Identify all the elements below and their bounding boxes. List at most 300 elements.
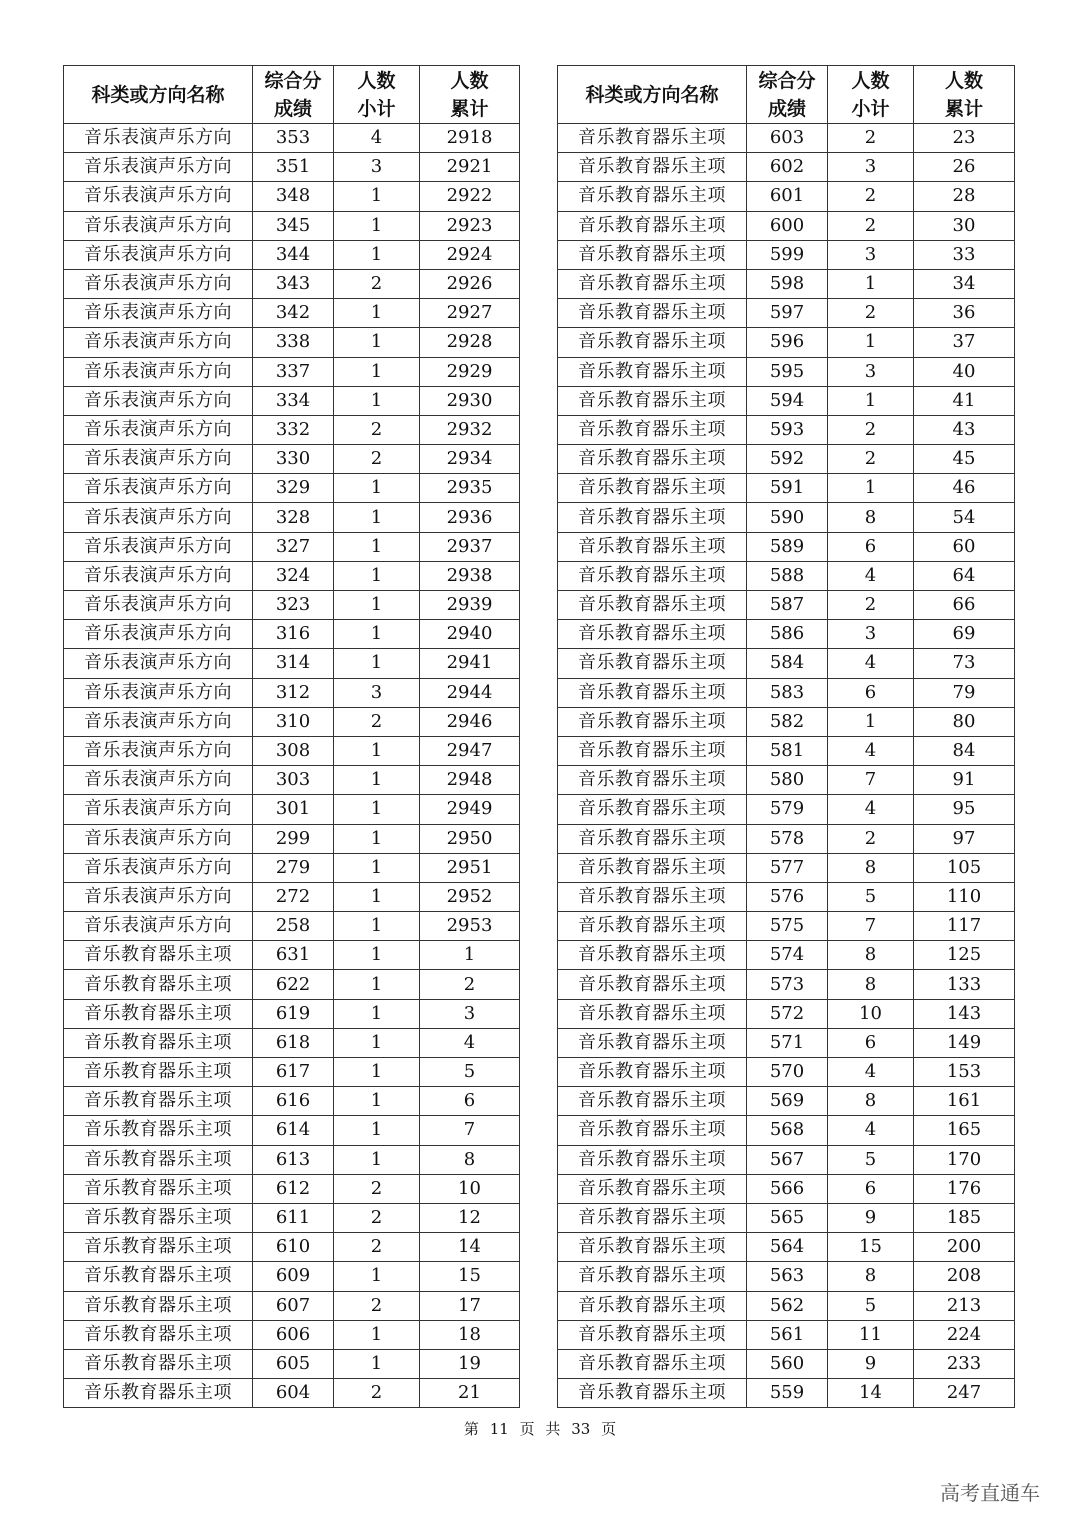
cell-score: 258 <box>253 912 334 941</box>
cell-score: 334 <box>253 386 334 415</box>
cell-count: 1 <box>334 941 420 970</box>
table-row <box>558 328 1015 357</box>
cell-count: 1 <box>334 1349 420 1378</box>
cell-count: 7 <box>828 912 914 941</box>
cell-category: 音乐教育器乐主项 <box>558 1349 747 1378</box>
cell-count: 15 <box>828 1233 914 1262</box>
cell-count: 10 <box>828 999 914 1028</box>
cell-category: 音乐表演声乐方向 <box>64 269 253 298</box>
cell-category: 音乐教育器乐主项 <box>64 1349 253 1378</box>
cell-cumulative: 143 <box>914 999 1015 1028</box>
cell-count: 4 <box>334 124 420 153</box>
table-row <box>558 1116 1015 1145</box>
cell-score: 610 <box>253 1233 334 1262</box>
cell-category: 音乐教育器乐主项 <box>558 299 747 328</box>
cell-category: 音乐教育器乐主项 <box>558 970 747 999</box>
cell-cumulative: 7 <box>420 1116 520 1145</box>
cell-count: 1 <box>334 474 420 503</box>
header-score: 综合分 成绩 <box>747 66 828 124</box>
table-row <box>558 561 1015 590</box>
table-row <box>558 1145 1015 1174</box>
cell-category: 音乐教育器乐主项 <box>64 999 253 1028</box>
table-row <box>64 736 520 765</box>
cell-count: 2 <box>828 299 914 328</box>
cell-count: 2 <box>334 1233 420 1262</box>
cell-category: 音乐教育器乐主项 <box>64 1145 253 1174</box>
cell-cumulative: 2930 <box>420 386 520 415</box>
cell-score: 617 <box>253 1058 334 1087</box>
cell-count: 5 <box>828 1291 914 1320</box>
table-row <box>64 1349 520 1378</box>
table-row <box>64 561 520 590</box>
cell-cumulative: 2935 <box>420 474 520 503</box>
cell-category: 音乐表演声乐方向 <box>64 211 253 240</box>
cell-cumulative: 2939 <box>420 591 520 620</box>
cell-cumulative: 23 <box>914 124 1015 153</box>
cell-category: 音乐表演声乐方向 <box>64 240 253 269</box>
table-row <box>558 1349 1015 1378</box>
cell-cumulative: 2924 <box>420 240 520 269</box>
table-row <box>558 707 1015 736</box>
cell-count: 6 <box>828 1174 914 1203</box>
cell-cumulative: 97 <box>914 824 1015 853</box>
cell-category: 音乐教育器乐主项 <box>558 736 747 765</box>
table-row <box>64 445 520 474</box>
cell-count: 1 <box>334 1058 420 1087</box>
table-row <box>64 182 520 211</box>
cell-cumulative: 153 <box>914 1058 1015 1087</box>
cell-count: 2 <box>334 1379 420 1408</box>
cell-score: 314 <box>253 649 334 678</box>
cell-category: 音乐教育器乐主项 <box>558 1145 747 1174</box>
cell-score: 301 <box>253 795 334 824</box>
footer-ye: 页 <box>519 1420 535 1438</box>
cell-category: 音乐教育器乐主项 <box>558 912 747 941</box>
cell-count: 1 <box>334 853 420 882</box>
cell-count: 11 <box>828 1320 914 1349</box>
cell-cumulative: 3 <box>420 999 520 1028</box>
cell-cumulative: 2934 <box>420 445 520 474</box>
page-footer <box>0 1418 1080 1439</box>
cell-cumulative: 66 <box>914 591 1015 620</box>
cell-score: 575 <box>747 912 828 941</box>
cell-category: 音乐教育器乐主项 <box>558 795 747 824</box>
cell-category: 音乐表演声乐方向 <box>64 474 253 503</box>
cell-score: 589 <box>747 532 828 561</box>
cell-cumulative: 21 <box>420 1379 520 1408</box>
cell-category: 音乐教育器乐主项 <box>558 882 747 911</box>
table-row <box>558 240 1015 269</box>
cell-score: 561 <box>747 1320 828 1349</box>
cell-cumulative: 247 <box>914 1379 1015 1408</box>
cell-category: 音乐教育器乐主项 <box>558 474 747 503</box>
cell-cumulative: 19 <box>420 1349 520 1378</box>
table-row <box>558 182 1015 211</box>
cell-cumulative: 54 <box>914 503 1015 532</box>
cell-count: 1 <box>334 182 420 211</box>
cell-category: 音乐表演声乐方向 <box>64 707 253 736</box>
cell-score: 568 <box>747 1116 828 1145</box>
cell-category: 音乐表演声乐方向 <box>64 882 253 911</box>
cell-score: 332 <box>253 415 334 444</box>
cell-score: 572 <box>747 999 828 1028</box>
cell-category: 音乐表演声乐方向 <box>64 561 253 590</box>
cell-count: 2 <box>334 707 420 736</box>
cell-cumulative: 17 <box>420 1291 520 1320</box>
cell-count: 1 <box>334 912 420 941</box>
cell-count: 8 <box>828 1087 914 1116</box>
cell-cumulative: 233 <box>914 1349 1015 1378</box>
cell-cumulative: 2950 <box>420 824 520 853</box>
cell-score: 564 <box>747 1233 828 1262</box>
header-score: 综合分 成绩 <box>253 66 334 124</box>
watermark: 高考直通车 <box>940 1481 1040 1505</box>
cell-cumulative: 2922 <box>420 182 520 211</box>
cell-category: 音乐教育器乐主项 <box>558 853 747 882</box>
cell-category: 音乐表演声乐方向 <box>64 649 253 678</box>
cell-category: 音乐教育器乐主项 <box>64 1203 253 1232</box>
cell-count: 1 <box>334 736 420 765</box>
cell-score: 579 <box>747 795 828 824</box>
table-row <box>64 591 520 620</box>
cell-cumulative: 200 <box>914 1233 1015 1262</box>
cell-category: 音乐教育器乐主项 <box>64 1262 253 1291</box>
cell-count: 2 <box>828 415 914 444</box>
cell-count: 2 <box>828 445 914 474</box>
table-row <box>64 882 520 911</box>
cell-category: 音乐表演声乐方向 <box>64 415 253 444</box>
cell-score: 303 <box>253 766 334 795</box>
cell-count: 2 <box>334 1203 420 1232</box>
cell-count: 2 <box>334 445 420 474</box>
table-header-row <box>64 66 520 124</box>
table-row <box>64 707 520 736</box>
cell-category: 音乐教育器乐主项 <box>558 211 747 240</box>
table-row <box>558 1233 1015 1262</box>
cell-cumulative: 40 <box>914 357 1015 386</box>
table-row <box>64 1145 520 1174</box>
table-row <box>558 912 1015 941</box>
cell-cumulative: 37 <box>914 328 1015 357</box>
cell-count: 2 <box>828 211 914 240</box>
table-row <box>558 357 1015 386</box>
cell-category: 音乐教育器乐主项 <box>558 1233 747 1262</box>
cell-cumulative: 105 <box>914 853 1015 882</box>
cell-category: 音乐表演声乐方向 <box>64 386 253 415</box>
cell-count: 1 <box>334 503 420 532</box>
cell-count: 3 <box>828 620 914 649</box>
header-count: 人数 小计 <box>334 66 420 124</box>
cell-category: 音乐表演声乐方向 <box>64 736 253 765</box>
cell-count: 5 <box>828 1145 914 1174</box>
cell-score: 576 <box>747 882 828 911</box>
table-body-left <box>64 124 520 1408</box>
cell-category: 音乐教育器乐主项 <box>558 415 747 444</box>
table-header-row <box>558 66 1015 124</box>
table-row <box>558 532 1015 561</box>
cell-count: 1 <box>334 1028 420 1057</box>
cell-cumulative: 6 <box>420 1087 520 1116</box>
table-row <box>558 269 1015 298</box>
cell-cumulative: 64 <box>914 561 1015 590</box>
cell-count: 3 <box>828 357 914 386</box>
cell-category: 音乐教育器乐主项 <box>64 1058 253 1087</box>
cell-count: 1 <box>334 970 420 999</box>
cell-category: 音乐教育器乐主项 <box>558 269 747 298</box>
cell-cumulative: 2928 <box>420 328 520 357</box>
cell-score: 329 <box>253 474 334 503</box>
cell-count: 1 <box>334 386 420 415</box>
cell-category: 音乐教育器乐主项 <box>558 124 747 153</box>
table-row <box>558 620 1015 649</box>
table-row <box>64 532 520 561</box>
cell-count: 1 <box>334 999 420 1028</box>
table-row <box>558 1262 1015 1291</box>
table-body-right <box>558 124 1015 1408</box>
cell-count: 4 <box>828 795 914 824</box>
cell-category: 音乐表演声乐方向 <box>64 445 253 474</box>
cell-count: 2 <box>334 1174 420 1203</box>
cell-cumulative: 2947 <box>420 736 520 765</box>
cell-category: 音乐教育器乐主项 <box>558 240 747 269</box>
cell-category: 音乐教育器乐主项 <box>558 1058 747 1087</box>
cell-score: 328 <box>253 503 334 532</box>
cell-cumulative: 28 <box>914 182 1015 211</box>
cell-count: 7 <box>828 766 914 795</box>
cell-category: 音乐表演声乐方向 <box>64 299 253 328</box>
table-row <box>558 678 1015 707</box>
table-row <box>558 1203 1015 1232</box>
cell-score: 323 <box>253 591 334 620</box>
cell-score: 616 <box>253 1087 334 1116</box>
header-name: 科类或方向名称 <box>64 66 253 124</box>
footer-ye: 页 <box>601 1420 617 1438</box>
cell-cumulative: 2948 <box>420 766 520 795</box>
cell-count: 1 <box>334 620 420 649</box>
cell-cumulative: 2 <box>420 970 520 999</box>
table-row <box>558 649 1015 678</box>
table-row <box>558 1291 1015 1320</box>
cell-count: 9 <box>828 1203 914 1232</box>
cell-category: 音乐教育器乐主项 <box>64 1320 253 1349</box>
cell-cumulative: 45 <box>914 445 1015 474</box>
table-row <box>64 620 520 649</box>
cell-cumulative: 2918 <box>420 124 520 153</box>
cell-score: 591 <box>747 474 828 503</box>
cell-score: 604 <box>253 1379 334 1408</box>
cell-score: 631 <box>253 941 334 970</box>
cell-score: 324 <box>253 561 334 590</box>
table-row <box>558 882 1015 911</box>
cell-count: 4 <box>828 736 914 765</box>
cell-score: 614 <box>253 1116 334 1145</box>
cell-count: 4 <box>828 1116 914 1145</box>
cell-category: 音乐教育器乐主项 <box>64 970 253 999</box>
cell-cumulative: 117 <box>914 912 1015 941</box>
cell-score: 578 <box>747 824 828 853</box>
table-row <box>558 415 1015 444</box>
table-row <box>64 211 520 240</box>
cell-count: 1 <box>334 591 420 620</box>
table-row <box>64 999 520 1028</box>
cell-score: 607 <box>253 1291 334 1320</box>
cell-cumulative: 133 <box>914 970 1015 999</box>
cell-category: 音乐教育器乐主项 <box>558 1262 747 1291</box>
cell-score: 613 <box>253 1145 334 1174</box>
cell-category: 音乐教育器乐主项 <box>558 532 747 561</box>
cell-score: 338 <box>253 328 334 357</box>
table-row <box>558 766 1015 795</box>
table-row <box>558 503 1015 532</box>
cell-score: 603 <box>747 124 828 153</box>
cell-count: 2 <box>828 824 914 853</box>
cell-score: 345 <box>253 211 334 240</box>
cell-category: 音乐教育器乐主项 <box>558 561 747 590</box>
cell-category: 音乐表演声乐方向 <box>64 328 253 357</box>
table-row <box>64 269 520 298</box>
cell-score: 582 <box>747 707 828 736</box>
cell-count: 1 <box>334 328 420 357</box>
cell-cumulative: 170 <box>914 1145 1015 1174</box>
cell-score: 562 <box>747 1291 828 1320</box>
cell-category: 音乐教育器乐主项 <box>558 649 747 678</box>
cell-category: 音乐教育器乐主项 <box>558 503 747 532</box>
cell-score: 567 <box>747 1145 828 1174</box>
table-row <box>64 1291 520 1320</box>
cell-count: 1 <box>828 328 914 357</box>
cell-count: 6 <box>828 532 914 561</box>
cell-score: 570 <box>747 1058 828 1087</box>
cell-count: 1 <box>828 707 914 736</box>
cell-score: 312 <box>253 678 334 707</box>
cell-count: 2 <box>334 1291 420 1320</box>
table-row <box>558 386 1015 415</box>
cell-score: 569 <box>747 1087 828 1116</box>
cell-category: 音乐教育器乐主项 <box>558 1203 747 1232</box>
cell-cumulative: 5 <box>420 1058 520 1087</box>
cell-cumulative: 224 <box>914 1320 1015 1349</box>
cell-cumulative: 69 <box>914 620 1015 649</box>
cell-category: 音乐教育器乐主项 <box>558 182 747 211</box>
cell-count: 1 <box>334 532 420 561</box>
cell-score: 590 <box>747 503 828 532</box>
cell-category: 音乐教育器乐主项 <box>558 1379 747 1408</box>
cell-cumulative: 2938 <box>420 561 520 590</box>
cell-score: 560 <box>747 1349 828 1378</box>
header-cumulative: 人数 累计 <box>420 66 520 124</box>
cell-cumulative: 2937 <box>420 532 520 561</box>
cell-score: 337 <box>253 357 334 386</box>
cell-count: 1 <box>334 1145 420 1174</box>
table-row <box>64 853 520 882</box>
cell-category: 音乐表演声乐方向 <box>64 357 253 386</box>
cell-score: 342 <box>253 299 334 328</box>
cell-category: 音乐表演声乐方向 <box>64 620 253 649</box>
footer-gong: 共 <box>545 1420 561 1438</box>
cell-cumulative: 30 <box>914 211 1015 240</box>
cell-score: 310 <box>253 707 334 736</box>
cell-category: 音乐教育器乐主项 <box>558 766 747 795</box>
cell-cumulative: 43 <box>914 415 1015 444</box>
table-row <box>64 124 520 153</box>
cell-count: 8 <box>828 941 914 970</box>
cell-cumulative: 2953 <box>420 912 520 941</box>
cell-count: 1 <box>334 240 420 269</box>
table-row <box>558 153 1015 182</box>
cell-count: 3 <box>828 240 914 269</box>
cell-category: 音乐表演声乐方向 <box>64 503 253 532</box>
cell-score: 622 <box>253 970 334 999</box>
cell-score: 600 <box>747 211 828 240</box>
table-row <box>64 1320 520 1349</box>
cell-category: 音乐教育器乐主项 <box>558 445 747 474</box>
cell-category: 音乐教育器乐主项 <box>558 941 747 970</box>
cell-cumulative: 84 <box>914 736 1015 765</box>
table-row <box>558 1320 1015 1349</box>
header-cumulative: 人数 累计 <box>914 66 1015 124</box>
cell-cumulative: 26 <box>914 153 1015 182</box>
cell-category: 音乐教育器乐主项 <box>558 1320 747 1349</box>
table-row <box>64 795 520 824</box>
cell-score: 577 <box>747 853 828 882</box>
cell-category: 音乐表演声乐方向 <box>64 824 253 853</box>
cell-score: 581 <box>747 736 828 765</box>
cell-score: 343 <box>253 269 334 298</box>
cell-category: 音乐表演声乐方向 <box>64 678 253 707</box>
cell-count: 3 <box>334 678 420 707</box>
cell-cumulative: 165 <box>914 1116 1015 1145</box>
cell-cumulative: 18 <box>420 1320 520 1349</box>
cell-count: 2 <box>828 182 914 211</box>
cell-score: 592 <box>747 445 828 474</box>
cell-count: 6 <box>828 678 914 707</box>
header-count: 人数 小计 <box>828 66 914 124</box>
cell-category: 音乐表演声乐方向 <box>64 182 253 211</box>
cell-score: 330 <box>253 445 334 474</box>
cell-count: 8 <box>828 503 914 532</box>
table-row <box>558 1087 1015 1116</box>
cell-score: 573 <box>747 970 828 999</box>
cell-score: 299 <box>253 824 334 853</box>
cell-category: 音乐教育器乐主项 <box>558 678 747 707</box>
cell-count: 8 <box>828 1262 914 1291</box>
cell-category: 音乐表演声乐方向 <box>64 591 253 620</box>
cell-count: 8 <box>828 853 914 882</box>
cell-cumulative: 73 <box>914 649 1015 678</box>
cell-cumulative: 2926 <box>420 269 520 298</box>
table-row <box>64 415 520 444</box>
cell-cumulative: 41 <box>914 386 1015 415</box>
cell-score: 580 <box>747 766 828 795</box>
table-row <box>64 1087 520 1116</box>
cell-cumulative: 60 <box>914 532 1015 561</box>
cell-category: 音乐教育器乐主项 <box>558 591 747 620</box>
table-row <box>558 970 1015 999</box>
cell-cumulative: 79 <box>914 678 1015 707</box>
cell-score: 571 <box>747 1028 828 1057</box>
cell-category: 音乐教育器乐主项 <box>64 1291 253 1320</box>
footer-di: 第 <box>463 1420 479 1438</box>
cell-count: 1 <box>334 824 420 853</box>
cell-cumulative: 110 <box>914 882 1015 911</box>
cell-category: 音乐教育器乐主项 <box>64 1116 253 1145</box>
cell-score: 344 <box>253 240 334 269</box>
cell-count: 2 <box>828 124 914 153</box>
table-row <box>64 1116 520 1145</box>
cell-cumulative: 176 <box>914 1174 1015 1203</box>
cell-cumulative: 80 <box>914 707 1015 736</box>
cell-category: 音乐教育器乐主项 <box>558 386 747 415</box>
